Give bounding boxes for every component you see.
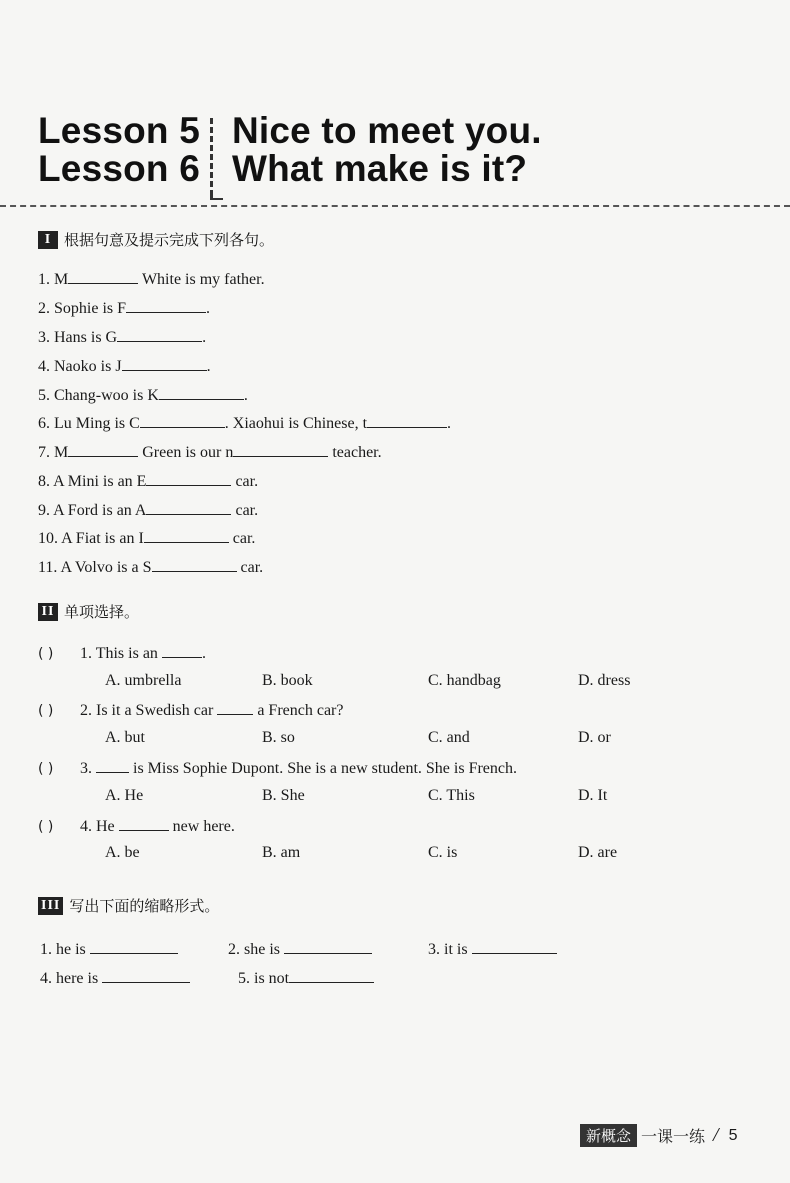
section-3-instruction: 写出下面的缩略形式。 <box>69 897 220 915</box>
answer-blank[interactable] <box>289 967 374 983</box>
fill-item-9 <box>38 499 258 521</box>
item-text: car. <box>231 502 259 519</box>
series-badge: 新概念 <box>580 1124 637 1147</box>
item-text: 3. Hans is G <box>38 329 118 346</box>
answer-parens[interactable]: ( ) <box>38 819 54 835</box>
item-text: . <box>206 358 211 375</box>
section-2-heading <box>38 601 139 622</box>
item-text: 5. is not <box>238 970 290 987</box>
option-a[interactable]: A. but <box>105 729 145 746</box>
item-text: 2. Sophie is F <box>38 300 127 317</box>
item-text: car. <box>231 473 259 490</box>
lesson-numbers <box>38 112 200 188</box>
answer-blank[interactable] <box>90 938 178 954</box>
option-c[interactable]: C. and <box>428 729 470 746</box>
item-text: 4. here is <box>40 970 103 987</box>
item-text: 1. M <box>38 271 69 288</box>
section-3-numeral: III <box>38 897 63 915</box>
question-text: is Miss Sophie Dupont. She is a new student. She is French. <box>129 760 517 777</box>
question-text: 2. Is it a Swedish car <box>80 702 218 719</box>
item-text: . Xiaohui is Chinese, t <box>224 415 368 432</box>
option-c[interactable]: C. This <box>428 787 475 804</box>
header-divider-corner <box>210 192 223 200</box>
item-text: . <box>243 387 248 404</box>
item-text: car. <box>228 530 256 547</box>
contraction-item-4 <box>40 967 190 989</box>
lesson-number-5: Lesson 5 <box>38 110 200 151</box>
answer-parens[interactable]: ( ) <box>38 646 54 662</box>
option-d[interactable]: D. are <box>578 844 618 861</box>
choice-question-1 <box>38 642 206 664</box>
header-dashed-rule <box>0 205 790 207</box>
item-text: 3. it is <box>428 941 472 958</box>
fill-item-10 <box>38 527 255 549</box>
page-footer <box>580 1124 738 1147</box>
item-text: . <box>447 415 452 432</box>
answer-blank[interactable] <box>102 967 190 983</box>
option-d[interactable]: D. It <box>578 787 608 804</box>
contraction-item-1 <box>40 938 178 960</box>
answer-blank[interactable] <box>68 441 138 457</box>
fill-item-1 <box>38 268 265 290</box>
item-text: 5. Chang-woo is K <box>38 387 159 404</box>
option-a[interactable]: A. He <box>105 787 144 804</box>
answer-blank[interactable] <box>159 384 244 400</box>
answer-parens[interactable]: ( ) <box>38 761 54 777</box>
item-text: 10. A Fiat is an I <box>38 530 144 547</box>
answer-blank[interactable] <box>146 499 231 515</box>
fill-item-4 <box>38 355 211 377</box>
section-1-instruction: 根据句意及提示完成下列各句。 <box>64 231 275 249</box>
option-b[interactable]: B. She <box>262 787 305 804</box>
answer-blank[interactable] <box>146 470 231 486</box>
item-text: 7. M <box>38 444 69 461</box>
section-3-heading <box>38 895 219 916</box>
section-2-numeral: II <box>38 603 58 621</box>
item-text: 1. he is <box>40 941 90 958</box>
contraction-item-2 <box>228 938 372 960</box>
fill-item-5 <box>38 384 248 406</box>
question-text: . <box>201 645 206 662</box>
item-text: White is my father. <box>138 271 265 288</box>
option-c[interactable]: C. handbag <box>428 672 501 689</box>
answer-blank[interactable] <box>117 326 202 342</box>
choice-question-2 <box>38 699 343 721</box>
contraction-item-5 <box>238 967 374 989</box>
question-text: a French car? <box>253 702 344 719</box>
answer-blank[interactable] <box>217 699 253 715</box>
item-text: . <box>202 329 207 346</box>
answer-blank[interactable] <box>284 938 372 954</box>
lesson-number-6: Lesson 6 <box>38 148 200 189</box>
fill-item-3 <box>38 326 206 348</box>
option-b[interactable]: B. am <box>262 844 301 861</box>
section-1-numeral: I <box>38 231 58 249</box>
option-a[interactable]: A. be <box>105 844 140 861</box>
option-b[interactable]: B. so <box>262 729 295 746</box>
option-c[interactable]: C. is <box>428 844 458 861</box>
fill-item-6 <box>38 412 451 434</box>
option-d[interactable]: D. or <box>578 729 611 746</box>
item-text: Green is our n <box>138 444 234 461</box>
answer-blank[interactable] <box>119 815 169 831</box>
choice-question-4 <box>38 815 235 837</box>
answer-blank[interactable] <box>96 757 129 773</box>
fill-item-11 <box>38 556 263 578</box>
page-number: 5 <box>728 1126 738 1144</box>
section-1-heading <box>38 229 274 250</box>
fill-item-7 <box>38 441 382 463</box>
answer-blank[interactable] <box>152 556 237 572</box>
footer-slash: / <box>713 1124 719 1146</box>
lesson-header <box>38 112 758 202</box>
answer-blank[interactable] <box>68 268 138 284</box>
contraction-item-3 <box>428 938 557 960</box>
lesson-title-6: What make is it? <box>232 148 528 189</box>
answer-blank[interactable] <box>472 938 557 954</box>
item-text: 4. Naoko is J <box>38 358 122 375</box>
item-text: 2. she is <box>228 941 284 958</box>
item-text: teacher. <box>328 444 382 461</box>
choice-question-3 <box>38 757 517 779</box>
fill-item-8 <box>38 470 258 492</box>
question-text: new here. <box>168 818 235 835</box>
answer-blank[interactable] <box>122 355 207 371</box>
question-text: 3. <box>80 760 96 777</box>
item-text: 9. A Ford is an A <box>38 502 147 519</box>
question-text: 4. He <box>80 818 119 835</box>
answer-blank[interactable] <box>144 527 229 543</box>
answer-blank[interactable] <box>367 412 447 428</box>
fill-item-2 <box>38 297 210 319</box>
item-text: 8. A Mini is an E <box>38 473 147 490</box>
answer-blank[interactable] <box>140 412 225 428</box>
header-divider <box>210 118 213 196</box>
answer-parens[interactable]: ( ) <box>38 703 54 719</box>
series-name: 一课一练 <box>641 1127 706 1146</box>
section-2-instruction: 单项选择。 <box>64 603 140 621</box>
item-text: . <box>206 300 211 317</box>
item-text: 11. A Volvo is a S <box>38 559 152 576</box>
item-text: car. <box>236 559 264 576</box>
option-a[interactable]: A. umbrella <box>105 672 182 689</box>
question-text: 1. This is an <box>80 645 162 662</box>
lesson-title-5: Nice to meet you. <box>232 110 542 151</box>
option-b[interactable]: B. book <box>262 672 313 689</box>
option-d[interactable]: D. dress <box>578 672 631 689</box>
answer-blank[interactable] <box>162 642 202 658</box>
answer-blank[interactable] <box>126 297 206 313</box>
answer-blank[interactable] <box>233 441 328 457</box>
lesson-titles <box>232 112 542 188</box>
item-text: 6. Lu Ming is C <box>38 415 140 432</box>
